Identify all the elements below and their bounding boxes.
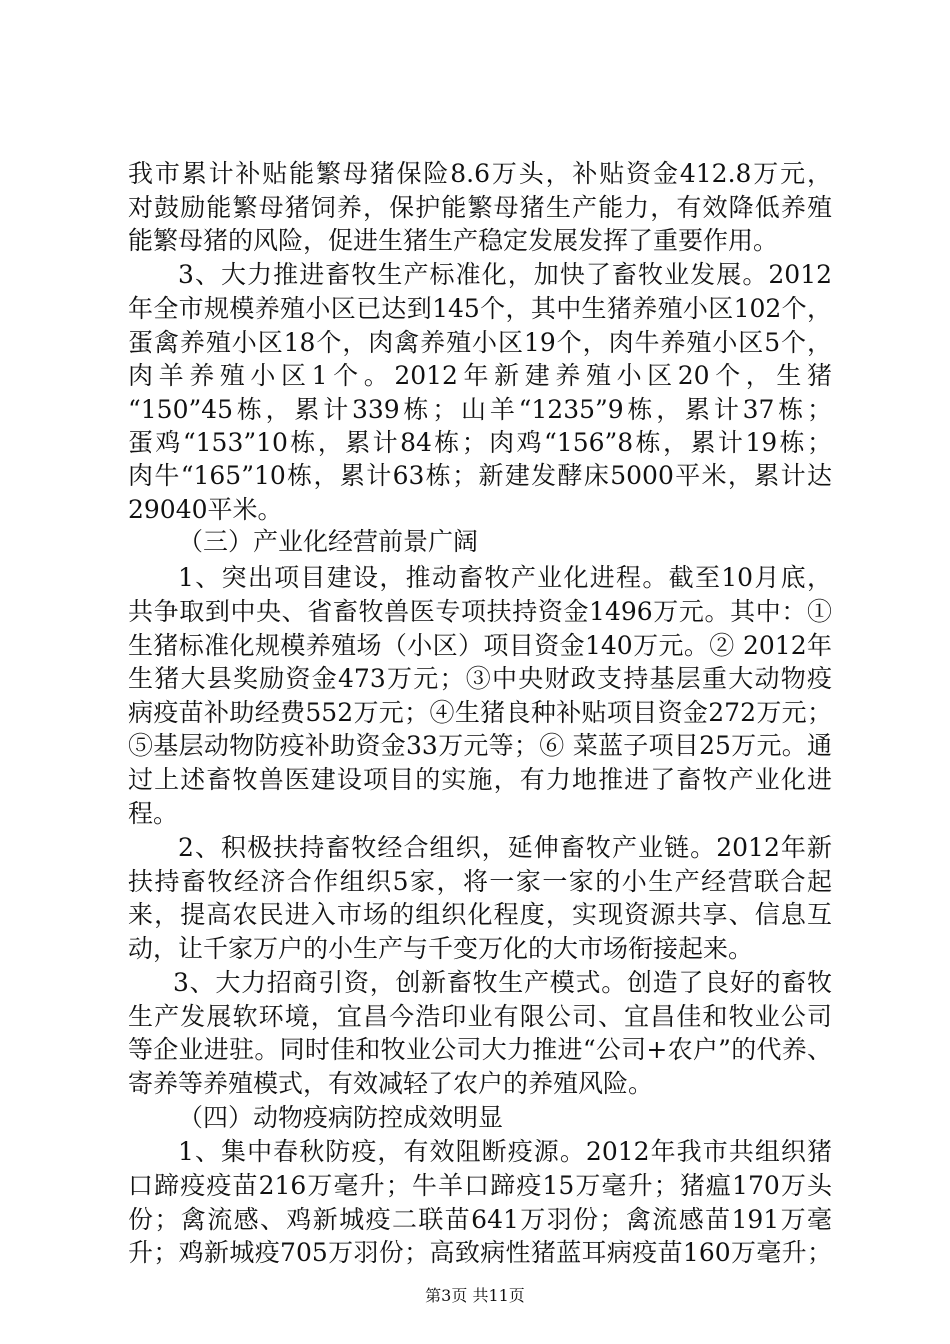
text-line: 过上述畜牧兽医建设项目的实施，有力地推进了畜牧产业化进 bbox=[128, 765, 832, 794]
text-line: 能繁母猪的风险，促进生猪生产稳定发展发挥了重要作用。 bbox=[128, 226, 779, 255]
text-line: 生猪大县奖励资金473万元；③中央财政支持基层重大动物疫 bbox=[128, 664, 832, 693]
text-line: 寄养等养殖模式，有效减轻了农户的养殖风险。 bbox=[128, 1069, 654, 1098]
text-line: 1、突出项目建设，推动畜牧产业化进程。截至10月底， bbox=[178, 563, 832, 592]
text-line: 年全市规模养殖小区已达到145个，其中生猪养殖小区102个， bbox=[128, 294, 832, 323]
page-footer: 第3页 共11页 bbox=[425, 1286, 525, 1305]
text-line: 蛋鸡“153”10栋，累计84栋；肉鸡“156”8栋，累计19栋； bbox=[128, 428, 832, 457]
text-line: ⑤基层动物防疫补助资金33万元等；⑥ 菜蓝子项目25万元。通 bbox=[128, 731, 832, 760]
text-line: 29040平米。 bbox=[128, 495, 283, 524]
text-line: 3、大力推进畜牧生产标准化，加快了畜牧业发展。2012 bbox=[178, 260, 832, 289]
text-line: 来，提高农民进入市场的组织化程度，实现资源共享、信息互 bbox=[128, 900, 832, 929]
text-line: 3、大力招商引资，创新畜牧生产模式。创造了良好的畜牧 bbox=[173, 968, 832, 997]
text-line: 生产发展软环境，宜昌今浩印业有限公司、宜昌佳和牧业公司 bbox=[128, 1002, 832, 1031]
text-line: 升；鸡新城疫705万羽份；高致病性猪蓝耳病疫苗160万毫升； bbox=[128, 1238, 832, 1267]
text-line: （四）动物疫病防控成效明显 bbox=[178, 1103, 504, 1132]
text-line: 肉牛“165”10栋，累计63栋；新建发酵床5000平米，累计达 bbox=[128, 461, 832, 490]
text-line: 对鼓励能繁母猪饲养，保护能繁母猪生产能力，有效降低养殖 bbox=[128, 193, 832, 222]
text-line: 扶持畜牧经济合作组织5家，将一家一家的小生产经营联合起 bbox=[128, 867, 832, 896]
text-line: 1、集中春秋防疫，有效阻断疫源。2012年我市共组织猪 bbox=[178, 1137, 832, 1166]
text-line: 病疫苗补助经费552万元；④生猪良种补贴项目资金272万元； bbox=[128, 698, 832, 727]
text-line: “150”45栋，累计339栋；山羊“1235”9栋，累计37栋； bbox=[128, 395, 832, 424]
text-line: （三）产业化经营前景广阔 bbox=[178, 527, 479, 556]
text-line: 口蹄疫疫苗216万毫升；牛羊口蹄疫15万毫升；猪瘟170万头 bbox=[128, 1171, 832, 1200]
text-line: 程。 bbox=[128, 799, 179, 828]
text-line: 蛋禽养殖小区18个，肉禽养殖小区19个，肉牛养殖小区5个， bbox=[128, 328, 832, 357]
text-line: 2、积极扶持畜牧经合组织，延伸畜牧产业链。2012年新 bbox=[178, 833, 832, 862]
text-line: 份；禽流感、鸡新城疫二联苗641万羽份；禽流感苗191万毫 bbox=[128, 1205, 832, 1234]
text-line: 等企业进驻。同时佳和牧业公司大力推进“公司+农户”的代养、 bbox=[128, 1035, 832, 1064]
text-line: 生猪标准化规模养殖场（小区）项目资金140万元。② 2012年 bbox=[128, 631, 832, 660]
text-line: 动，让千家万户的小生产与千变万化的大市场衔接起来。 bbox=[128, 934, 754, 963]
text-line: 肉羊养殖小区1个。2012年新建养殖小区20个，生猪 bbox=[128, 361, 832, 390]
text-line: 共争取到中央、省畜牧兽医专项扶持资金1496万元。其中：① bbox=[128, 597, 832, 626]
text-line: 我市累计补贴能繁母猪保险8.6万头，补贴资金412.8万元， bbox=[128, 159, 832, 188]
